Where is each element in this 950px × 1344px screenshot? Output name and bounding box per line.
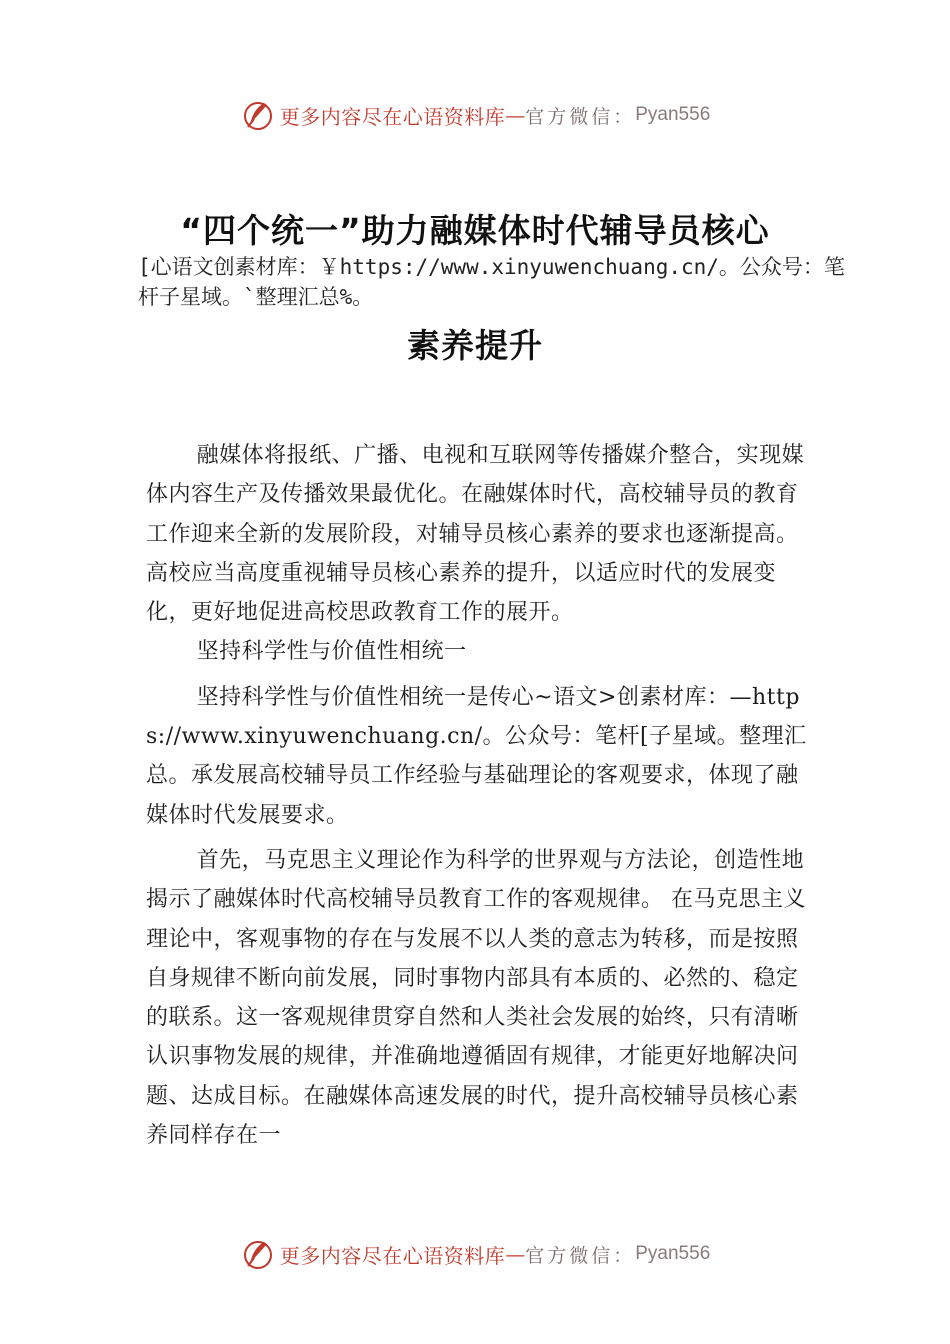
document-body <box>146 436 812 1155</box>
banner-dash: — <box>505 103 526 127</box>
document-title-continued: 素养提升 <box>407 326 543 365</box>
paragraph-marxism: 首先，马克思主义理论作为科学的世界观与方法论，创造性地揭示了融媒体时代高校辅导员教育工作的客观规律。 在马克思主义理论中，客观事物的存在与发展不以人类的意志为转移，而是按照自身规律不断向前发展，同时事物内部具有本质的、必然的、稳定的联系。这一客观规律贯穿自然和人类社会发展的始终，只有清晰认识事物发展的规律，并准确地遵循固有规律，才能更好地解决问题、达成目标。在融媒体高速发展的时代，提升高校辅导员核心素养同样存在一 <box>146 847 806 1149</box>
banner-dash: — <box>505 1242 526 1266</box>
feather-pen-logo-icon <box>240 97 276 133</box>
banner-brand-text: 更多内容尽在心语资料库 <box>279 104 506 129</box>
banner-wechat-id: Pyan556 <box>635 104 711 125</box>
banner-wechat-label: 官方微信： <box>525 105 636 128</box>
section-heading: 坚持科学性与价值性相统一 <box>196 639 467 665</box>
document-title: “四个统一”助力融媒体时代辅导员核心 <box>180 211 770 250</box>
header-banner <box>0 95 950 135</box>
banner-brand-text: 更多内容尽在心语资料库 <box>279 1243 506 1268</box>
source-note: [心语文创素材库：￥https://www.xinyuwenchuang.cn/。公众号：笔杆子星域。`整理汇总%。 <box>138 255 845 309</box>
feather-pen-logo-icon <box>240 1236 276 1272</box>
footer-banner <box>0 1234 950 1274</box>
paragraph-science-value: 坚持科学性与价值性相统一是传心~语文>创素材库：—https://www.xinyuwenchuang.cn/。公众号：笔杆[子星域。整理汇总。承发展高校辅导员工作经验与基础理论的客观要求，体现了融媒体时代发展要求。 <box>146 684 807 828</box>
banner-wechat-id: Pyan556 <box>635 1243 711 1264</box>
paragraph-intro: 融媒体将报纸、广播、电视和互联网等传播媒介整合，实现媒体内容生产及传播效果最优化。在融媒体时代，高校辅导员的教育工作迎来全新的发展阶段，对辅导员核心素养的要求也逐渐提高。高校应当高度重视辅导员核心素养的提升，以适应时代的发展变化，更好地促进高校思政教育工作的展开。 <box>146 443 805 626</box>
banner-wechat-label: 官方微信： <box>525 1244 636 1267</box>
